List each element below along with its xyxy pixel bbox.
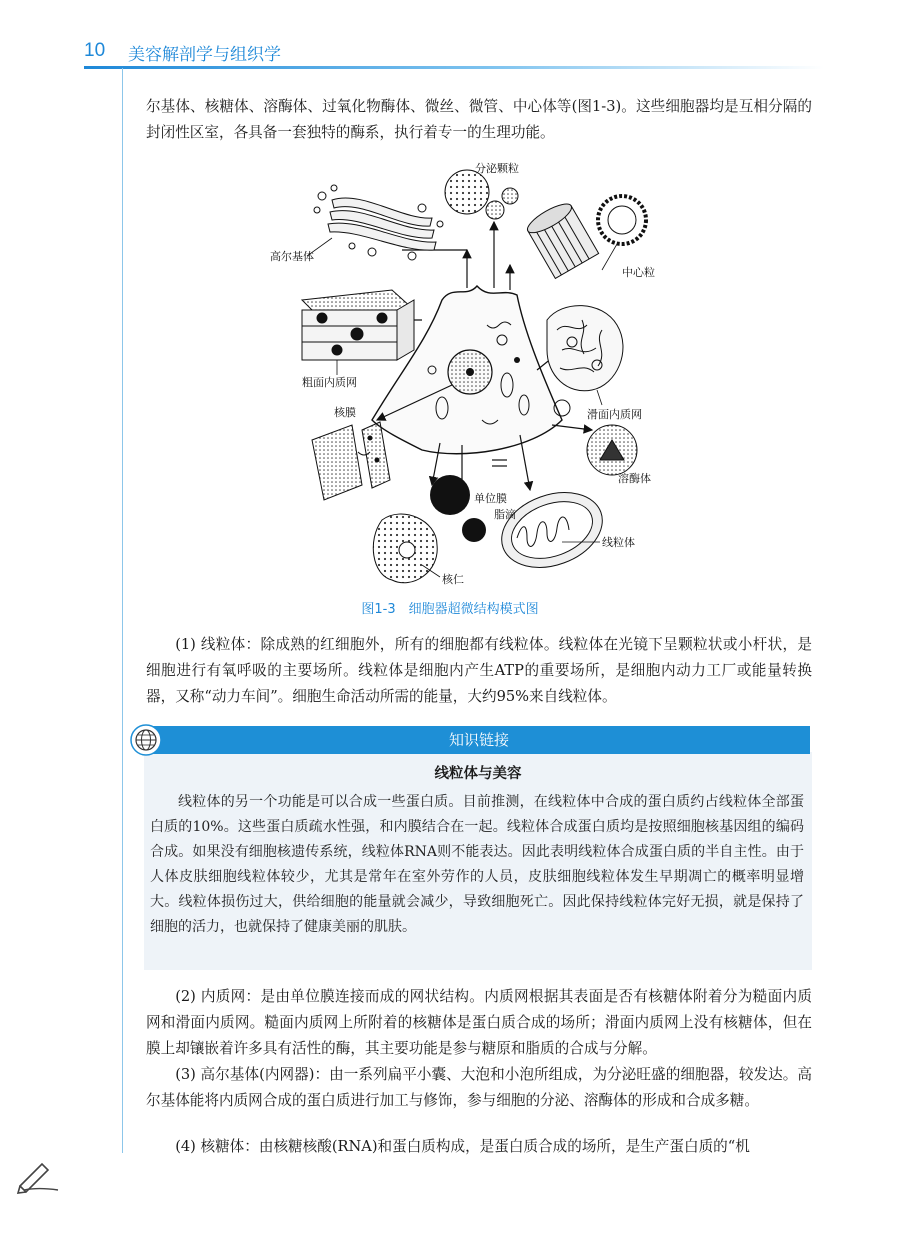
- mitochondrion: [491, 479, 613, 580]
- paragraph-ribosome: (4) 核糖体：由核糖核酸(RNA)和蛋白质构成，是蛋白质合成的场所，是生产蛋白质的“机: [175, 1138, 750, 1155]
- label-centriole: 中心粒: [622, 266, 655, 279]
- smooth-er: [547, 306, 623, 391]
- header-rule: [84, 66, 824, 69]
- label-unit-membrane: 单位膜: [474, 492, 507, 505]
- knowledge-bar-title: 知识链接: [448, 731, 509, 749]
- knowledge-subtitle: 线粒体与美容: [434, 766, 522, 782]
- label-rough-er: 粗面内质网: [302, 376, 357, 389]
- paragraph-golgi: (3) 高尔基体(内网器)：由一系列扁平小囊、大泡和小泡所组成，为分泌旺盛的细胞器，较发达。高尔基体能将内质网合成的蛋白质进行加工与修饰，参与细胞的分泌、溶酶体的形成和合成多糖。: [146, 1066, 812, 1109]
- knowledge-bar: [130, 724, 810, 754]
- label-nuclear-membrane: 核膜: [334, 406, 356, 419]
- label-secretory-granules: 分泌颗粒: [475, 162, 519, 175]
- figure-caption: 图1-3 细胞器超微结构模式图: [361, 602, 539, 617]
- label-smooth-er: 滑面内质网: [587, 408, 642, 421]
- organelle-figure: [262, 160, 682, 595]
- book-title: 美容解剖学与组织学: [128, 45, 281, 65]
- paragraph-er: (2) 内质网：是由单位膜连接而成的网状结构。内质网根据其表面是否有核糖体附着分为糙面内质网和滑面内质网。糙面内质网上所附着的核糖体是蛋白质合成的场所；滑面内质网上没有核糖体，但在膜上却镶嵌着许多具有活性的酶，其主要功能是参与糖原和脂质的合成与分解。: [146, 988, 812, 1057]
- knowledge-body: 线粒体的另一个功能是可以合成一些蛋白质。目前推测，在线粒体中合成的蛋白质约占线粒体全部蛋白质的10%。这些蛋白质疏水性强，和内膜结合在一起。线粒体合成蛋白质均是按照细胞核基因组的编码合成。如果没有细胞核遗传系统，线粒体RNA则不能表达。因此表明线粒体合成蛋白质的半自主性。由于人体皮肤细胞线粒体较少，尤其是常年在室外劳作的人员，皮肤细胞线粒体发生早期凋亡的概率明显增大。线粒体损伤过大，供给细胞的能量就会减少，导致细胞死亡。因此保持线粒体完好无损，就是保持了细胞的活力，也就保持了健康美丽的肌肤。: [150, 794, 804, 935]
- label-lipid: 脂滴: [494, 508, 516, 521]
- page-header: [0, 0, 900, 70]
- lipid-droplets: [430, 475, 486, 542]
- label-mitochondrion: 线粒体: [602, 536, 635, 549]
- rough-er: [302, 290, 414, 360]
- pen-icon: [14, 1158, 60, 1194]
- label-lysosome: 溶酶体: [618, 472, 651, 485]
- label-golgi: 高尔基体: [270, 250, 314, 263]
- label-nucleolus: 核仁: [442, 573, 464, 586]
- golgi-apparatus: [314, 185, 443, 260]
- page-number: 10: [84, 40, 106, 61]
- secretory-granules: [445, 170, 518, 219]
- nuclear-membrane: [312, 422, 390, 500]
- paragraph-mitochondria: (1) 线粒体：除成熟的红细胞外，所有的细胞都有线粒体。线粒体在光镜下呈颗粒状或小杆状，是细胞进行有氧呼吸的主要场所。线粒体是细胞内产生ATP的重要场所，是细胞内动力工厂或能量转换器，又称“动力车间”。细胞生命活动所需的能量，大约95%来自线粒体。: [146, 636, 812, 705]
- intro-paragraph: 尔基体、核糖体、溶酶体、过氧化物酶体、微丝、微管、中心体等(图1-3)。这些细胞器均是互相分隔的封闭性区室，各具备一套独特的酶系，执行着专一的生理功能。: [146, 98, 812, 141]
- nucleolus: [373, 514, 437, 583]
